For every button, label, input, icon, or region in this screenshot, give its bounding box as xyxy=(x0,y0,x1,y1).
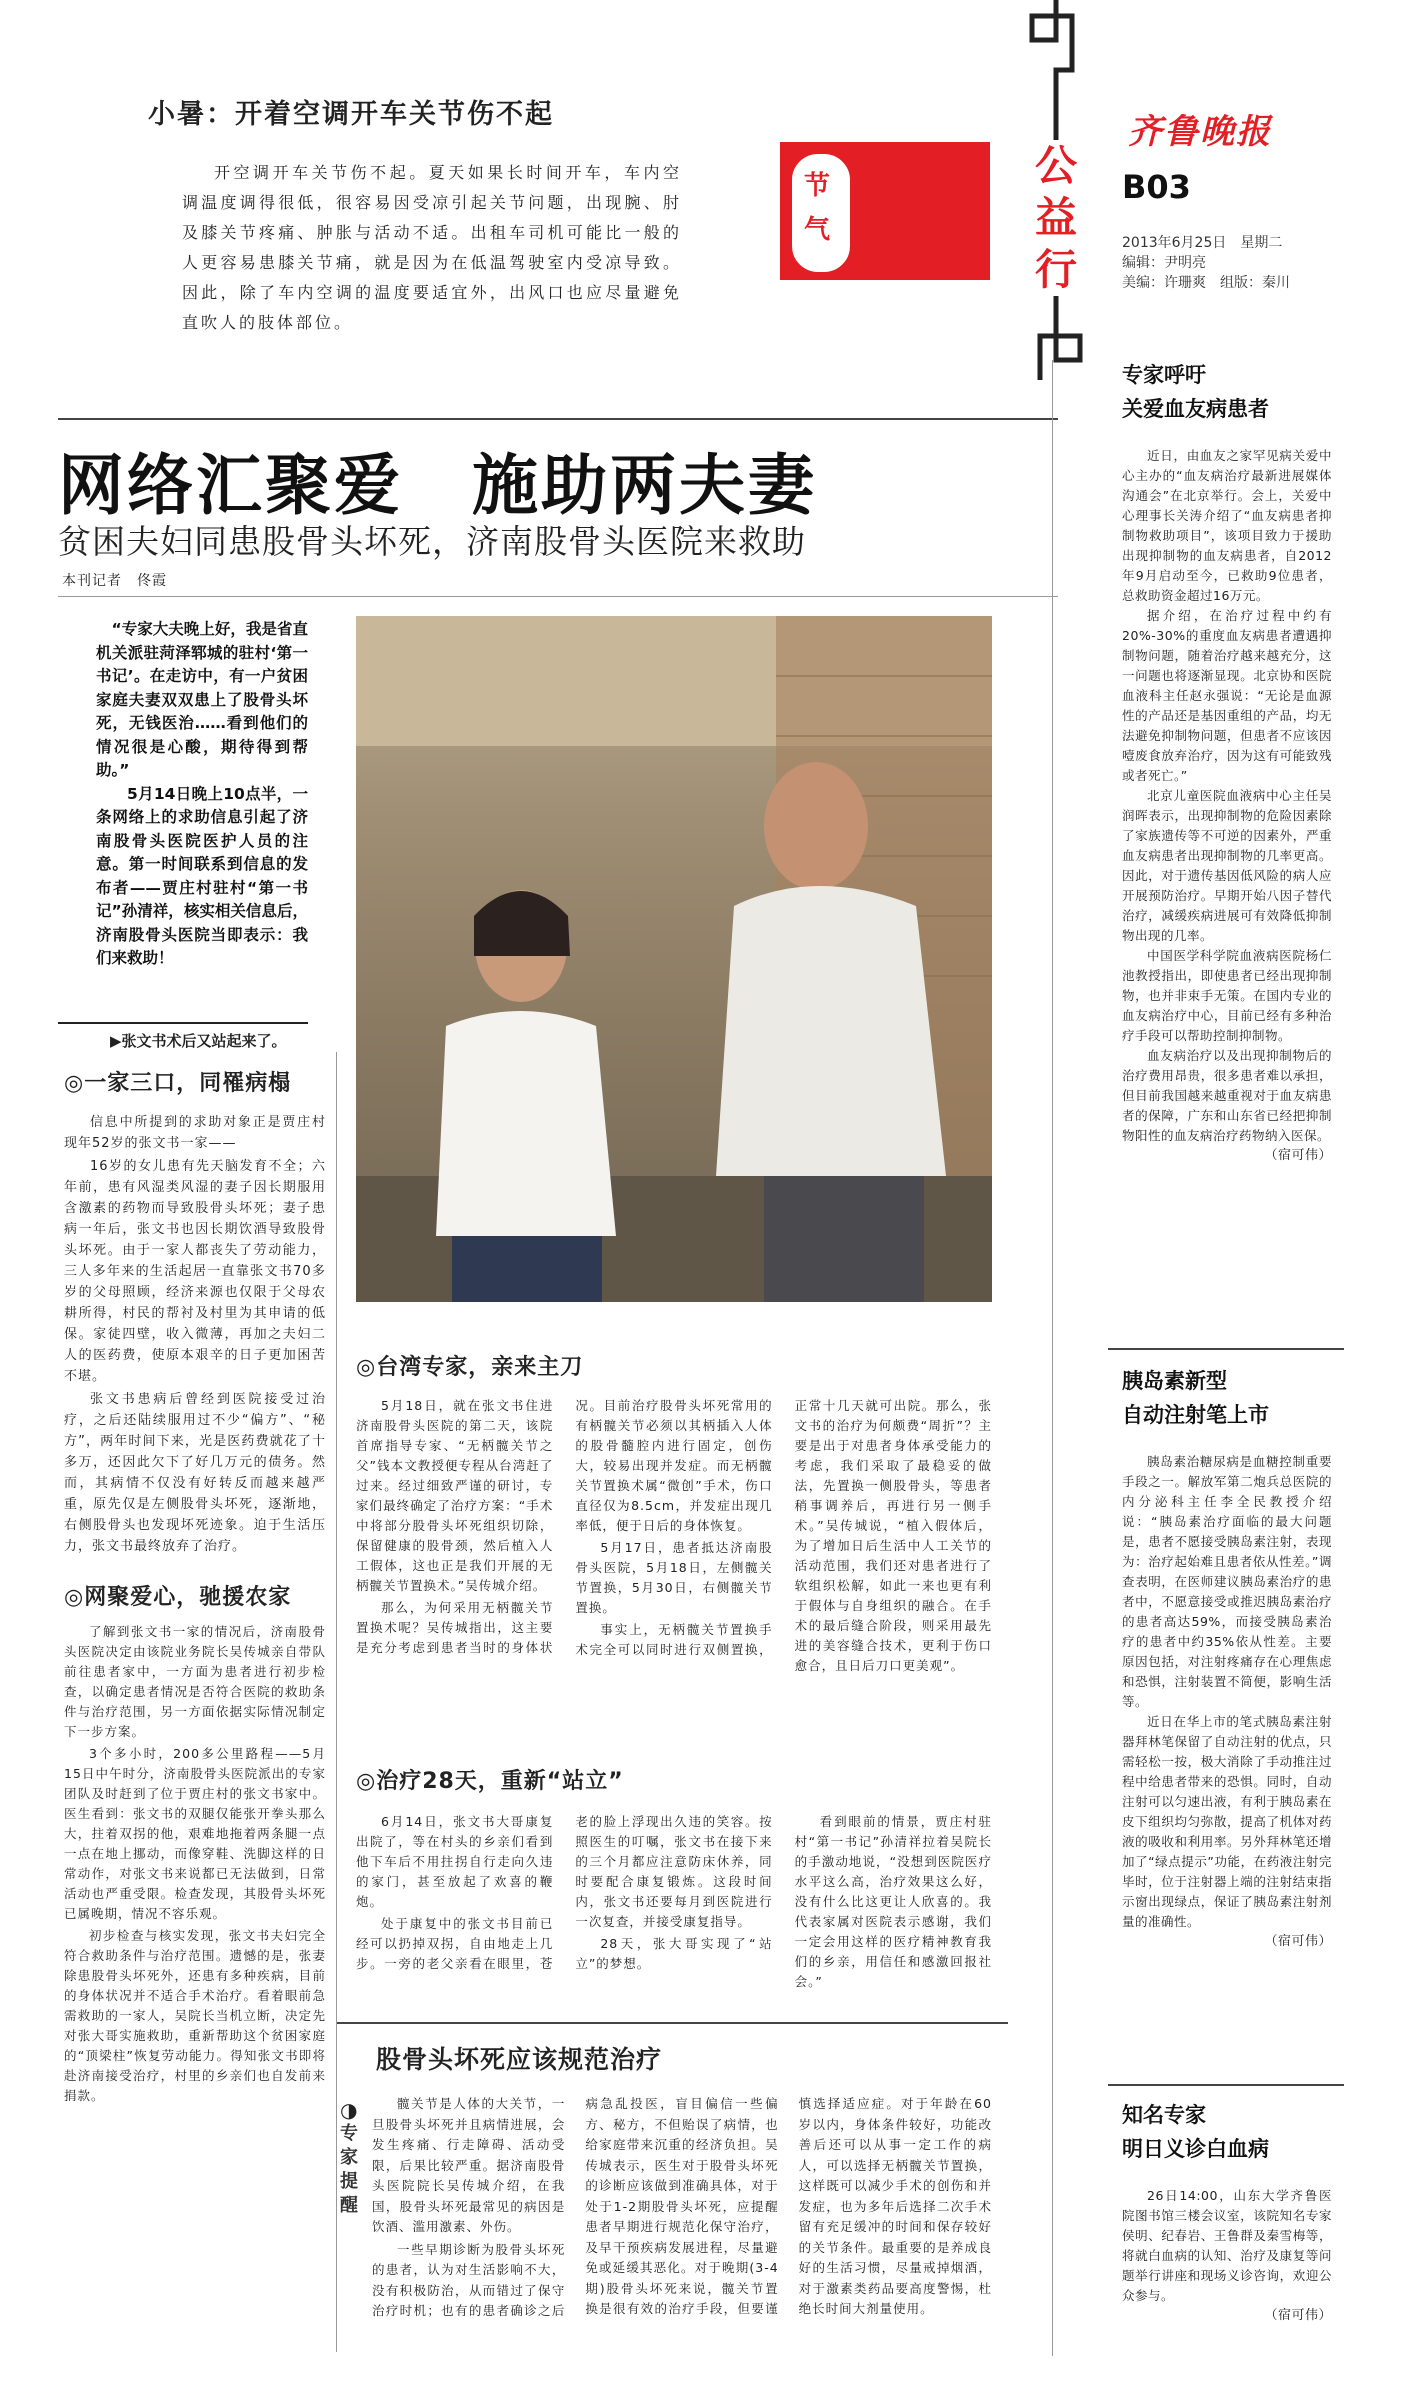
section-2-title: ◎网聚爱心，驰援农家 xyxy=(64,1585,292,1610)
expert-tip-label: ◑ 专家提醒 xyxy=(340,2098,362,2218)
solar-term-body: 开空调开车关节伤不起。夏天如果长时间开车，车内空调温度调得很低，很容易因受凉引起关节问题，出现腕、肘及膝关节疼痛、肿胀与活动不适。出租车司机可能比一般的人更容易患膝关节痛，就是因为在低温驾驶室内受凉导致。因此，除了车内空调的温度要适宜外，出风口也应尽量避免直吹人的肢体部位。 xyxy=(182,163,682,332)
section-2-p1: 了解到张文书一家的情况后，济南股骨头医院决定由该院业务院长吴传城亲自带队前往患者家中，一方面为患者进行初步检查，以确定患者情况是否符合医院的救助条件与治疗范围，另一方面依据实际情况制定下一步方案。 xyxy=(64,1624,326,1739)
sidebar-article-1-kicker: 专家呼吁 xyxy=(1122,363,1206,387)
sidebar-article-2-title: 自动注射笔上市 xyxy=(1122,1403,1269,1427)
photo-caption: ▶张文书术后又站起来了。 xyxy=(110,1032,287,1050)
section-1-body xyxy=(64,1112,326,1559)
art-editor: 美编：许珊爽 组版：秦川 xyxy=(1122,275,1290,291)
section-4-title: ◎治疗28天，重新“站立” xyxy=(356,1769,624,1794)
section-1-p3: 张文书患病后曾经到医院接受过治疗，之后还陆续服用过不少“偏方”、“秘方”，两年时间下来，光是医药费就花了十多万，还因此欠下了好几万元的债务。然而，其病情不仅没有好转反而越来越严重，原先仅是左侧股骨头坏死，逐渐地，右侧股骨头也发现坏死迹象。迫于生活压力，张文书最终放弃了治疗。 xyxy=(64,1392,326,1554)
section-4-p1: 6月14日，张文书大哥康复出院了，等在村头的乡亲们看到他下车后不用拄拐自行走向久违的家门，甚至放起了欢喜的鞭炮。 xyxy=(356,1814,554,1909)
section-4-body xyxy=(356,1812,992,2018)
sidebar-article-2-signature: （宿可伟） xyxy=(1264,1934,1332,1949)
sidebar-article-3-kicker: 知名专家 xyxy=(1122,2103,1206,2127)
section-4-p4: 看到眼前的情景，贾庄村驻村“第一书记”孙清祥拉着吴院长的手激动地说，“没想到医院医疗水平这么高，治疗效果这么好，没有什么比这更让人欣喜的。我代表家属对医院表示感谢，我们一定会用这样的医疗精神教育我们的乡亲，用信任和感激回报社会。” xyxy=(794,1814,992,1989)
section-name: 公益行 xyxy=(1030,140,1082,296)
sidebar-article-3-body xyxy=(1122,2186,1332,2326)
section-1-title: ◎一家三口，同罹病榻 xyxy=(64,1071,292,1096)
expert-tip-p1: 髋关节是人体的大关节，一旦股骨头坏死并且病情进展，会发生疼痛、行走障碍、活动受限，后果比较严重。据济南股骨头医院院长吴传城介绍，在我国，股骨头坏死最常见的病因是饮酒、滥用激素、外伤。 xyxy=(372,2096,566,2234)
section-2-body xyxy=(64,1622,326,2108)
sidebar-article-3-p1: 26日14:00，山东大学齐鲁医院图书馆三楼会议室，该院知名专家侯明、纪春岩、王鲁群及秦雪梅等，将就白血病的认知、治疗及康复等问题举行讲座和现场义诊咨询，欢迎公众参与。 xyxy=(1122,2188,1332,2303)
section-2-p2: 3个多小时，200多公里路程——5月15日中午时分，济南股骨头医院派出的专家团队及时赶到了位于贾庄村的张文书家中。医生看到：张文书的双腿仅能张开拳头那么大，拄着双拐的他，艰难地拖着两条腿一点一点在地上挪动，而像穿鞋、洗脚这样的日常动作，对张文书来说都已无法做到，日常活动也严重受限。检查发现，其股骨头坏死已属晚期，情况不容乐观。 xyxy=(64,1746,326,1921)
section-4-p3: 28天，张大哥实现了“站立”的梦想。 xyxy=(575,1936,773,1971)
section-3-p1: 5月18日，就在张文书住进济南股骨头医院的第二天，该院首席指导专家、“无柄髋关节之父”钱本文教授便专程从台湾赶了过来。经过细致严谨的研讨，专家们最终确定了治疗方案：“手术中将部分股骨头坏死组织切除，保留健康的股骨颈，然后植入人工假体，这也正是我们开展的无柄髋关节置换术。”吴传城介绍。 xyxy=(356,1398,554,1593)
main-photo xyxy=(356,616,992,1302)
editor: 编辑：尹明亮 xyxy=(1122,255,1206,271)
section-1-p2: 16岁的女儿患有先天脑发育不全；六年前，患有风湿类风湿的妻子因长期服用含激素的药物而导致股骨头坏死；妻子患病一年后，张文书也因长期饮酒导致股骨头坏死。由于一家人都丧失了劳动能力，三人多年来的生活起居一直靠张文书70多岁的父母照顾，经济来源也仅限于父母农耕所得，村民的帮衬及村里为其申请的低保。家徒四壁，收入微薄，再加之夫妇二人的医药费，使原本艰辛的日子更加困苦不堪。 xyxy=(64,1159,326,1384)
main-headline: 网络汇聚爱 施助两夫妻 xyxy=(58,447,817,524)
issue-date: 2013年6月25日 星期二 xyxy=(1122,235,1283,251)
section-3-title: ◎台湾专家，亲来主刀 xyxy=(356,1355,584,1380)
sidebar-article-3-signature: （宿可伟） xyxy=(1264,2308,1332,2323)
sidebar-article-1-title: 关爱血友病患者 xyxy=(1122,397,1269,421)
sidebar-article-2-p2: 近日在华上市的笔式胰岛素注射器拜林笔保留了自动注射的优点，只需轻松一按，极大消除了手动推注过程中给患者带来的恐惧。同时，自动注射可以匀速出液，有利于胰岛素在皮下组织均匀弥散，提高了机体对药液的吸收和利用率。另外拜林笔还增加了“绿点提示”功能，在药液注射完毕时，位于注射器上端的注射结束指示窗出现绿点，保证了胰岛素注射剂量的准确性。 xyxy=(1122,1714,1332,1929)
sidebar-article-2-kicker: 胰岛素新型 xyxy=(1122,1369,1227,1393)
section-3-p4: 事实上，无柄髋关节置换手术完全可以同时进行双侧置换，正常十几天就可出院。那么，张文书的治疗为何颇费“周折”？主要是出于对患者身体承受能力的考虑，我们采取了最稳妥的做法，先置换一侧股骨头，等患者稍事调养后，再进行另一侧手术。”吴传城说，“植入假体后，为了增加日后生活中人工关节的活动范围，我们还对患者进行了软组织松解，如此一来也更有利于假体与自身组织的融合。在手术的最后缝合阶段，则采用最先进的美容缝合技术，更利于伤口愈合，且日后刀口更美观”。 xyxy=(575,1398,992,1673)
solar-term-badge-text: 节气 xyxy=(804,171,831,245)
section-3-p2: 那么，为何采用无柄髋关节置换术呢？吴传城指出，这主要是充分考虑到患者当时的身体状况。目前治疗股骨头坏死常用的有柄髋关节必须以其柄插入人体的股骨髓腔内进行固定，创伤大，较易出现并发症。而无柄髋关节置换术属“微创”手术，伤口直径仅为8.5cm，并发症出现几率低，便于日后的身体恢复。 xyxy=(356,1398,773,1655)
section-4-p2: 处于康复中的张文书目前已经可以扔掉双拐，自由地走上几步。一旁的老父亲看在眼里，苍老的脸上浮现出久违的笑容。按照医生的叮嘱，张文书在接下来的三个月都应注意防床休养，同时要配合康复锻炼。这段时间内，张文书还要每月到医院进行一次复查，并接受康复指导。 xyxy=(356,1814,773,1971)
sidebar-article-1-p3: 北京儿童医院血液病中心主任吴润晖表示，出现抑制物的危险因素除了家族遗传等不可逆的因素外，严重血友病患者出现抑制物的几率更高。因此，对于遗传基因低风险的病人应开展预防治疗。早期开始八因子替代治疗，减缓疾病进展可有效降低抑制物出现的几率。 xyxy=(1122,788,1332,943)
sidebar-article-2-p1: 胰岛素治糖尿病是血糖控制重要手段之一。解放军第二炮兵总医院的内分泌科主任李全民教授介绍说：“胰岛素治疗面临的最大问题是，患者不愿接受胰岛素注射，表现为：治疗起始难且患者依从性差。”调查表明，在医师建议胰岛素治疗的患者中，不愿意接受或推迟胰岛素治疗的患者高达59%，而接受胰岛素治疗的患者中约35%依从性差。主要原因包括，对注射疼痛存在心理焦虑和恐惧，注射装置不简便，影响生活等。 xyxy=(1122,1454,1332,1709)
section-2-p3: 初步检查与核实发现，张文书夫妇完全符合救助条件与治疗范围。遗憾的是，张妻除患股骨头坏死外，还患有多种疾病，目前的身体状况并不适合手术治疗。看着眼前急需救助的一家人，吴院长当机立断，决定先对张大哥实施救助，重新帮助这个贫困家庭的“顶梁柱”恢复劳动能力。得知张文书即将赴济南接受治疗，村里的乡亲们也自发前来捐款。 xyxy=(64,1928,326,2103)
expert-tip-label-text: 专家提醒 xyxy=(340,2123,358,2216)
page-number: B03 xyxy=(1122,168,1191,206)
expert-tip-title: 股骨头坏死应该规范治疗 xyxy=(376,2045,663,2074)
section-3-p3: 5月17日，患者抵达济南股骨头医院，5月18日，左侧髋关节置换，5月30日，右侧髋关节置换。 xyxy=(575,1540,773,1615)
solar-term-title: 小暑：开着空调开车关节伤不起 xyxy=(148,99,554,130)
sidebar-article-1-p5: 血友病治疗以及出现抑制物后的治疗费用昂贵，很多患者难以承担，但目前我国越来越重视对于血友病患者的保障，广东和山东省已经把抑制物阳性的血友病治疗药物纳入医保。 xyxy=(1122,1048,1332,1143)
sidebar-article-1-p2: 据介绍，在治疗过程中约有20%-30%的重度血友病患者遭遇抑制物问题，随着治疗越来越充分，这一问题也将逐渐显现。北京协和医院血液科主任赵永强说：“无论是血源性的产品还是基因重组的产品，均无法避免抑制物问题，但患者不应该因噎废食放弃治疗，因为这有可能致残或者死亡。” xyxy=(1122,608,1332,783)
lead-paragraph-2: 5月14日晚上10点半，一条网络上的求助信息引起了济南股骨头医院医护人员的注意。第一时间联系到信息的发布者——贾庄村驻村“第一书记”孙清祥，核实相关信息后，济南股骨头医院当即表示：我们来救助！ xyxy=(96,784,308,967)
lead-paragraph-1: “专家大夫晚上好，我是省直机关派驻菏泽郓城的驻村‘第一书记’。在走访中，有一户贫困家庭夫妻双双患上了股骨头坏死，无钱医治……看到他们的情况很是心酸，期待得到帮助。” xyxy=(96,620,308,779)
sidebar-article-1-p1: 近日，由血友之家罕见病关爱中心主办的“血友病治疗最新进展媒体沟通会”在北京举行。会上，关爱中心理事长关涛介绍了“血友病患者抑制物救助项目”，该项目致力于援助出现抑制物的血友病患者，自2012年9月启动至今，已救助9位患者，总救助资金超过16万元。 xyxy=(1122,448,1332,603)
expert-tip-p2: 一些早期诊断为股骨头坏死的患者，认为对生活影响不大，没有积极防治，从而错过了保守治疗时机；也有的患者确诊之后病急乱投医，盲目偏信一些偏方、秘方，不但贻误了病情，也给家庭带来沉重的经济负担。吴传城表示，医生对于股骨头坏死的诊断应该做到准确具体，对于处于1-2期股骨头坏死，应提醒患者早期进行规范化保守治疗，及早干预疾病发展进程，尽量避免或延缓其恶化。对于晚期(3-4期)股骨头坏死来说，髋关节置换是很有效的治疗手段，但要谨慎选择适应症。对于年龄在60岁以内，身体条件较好，功能改善后还可以从事一定工作的病人，可以选择无柄髋关节置换，这样既可以减少手术的创伤和并发症，也为多年后选择二次手术留有充足缓冲的时间和保存较好的关节条件。最重要的是养成良好的生活习惯，尽量戒掉烟酒，对于激素类药品要高度警惕，杜绝长时间大剂量使用。 xyxy=(372,2096,992,2318)
newspaper-logo: 齐鲁晚报 xyxy=(1128,112,1272,152)
sidebar-article-1-body xyxy=(1122,446,1332,1166)
expert-tip-body xyxy=(372,2094,992,2344)
sidebar-article-1-signature: （宿可伟） xyxy=(1264,1148,1332,1163)
lead-block xyxy=(96,618,308,971)
sidebar-article-3-title: 明日义诊白血病 xyxy=(1122,2137,1269,2161)
byline: 本刊记者 佟霞 xyxy=(62,573,167,589)
section-3-body xyxy=(356,1396,992,1766)
main-subheadline: 贫困夫妇同患股骨头坏死，济南股骨头医院来救助 xyxy=(58,522,806,561)
sidebar-article-2-body xyxy=(1122,1452,1332,1952)
solar-term-badge xyxy=(780,142,990,280)
sidebar-article-1-p4: 中国医学科学院血液病医院杨仁池教授指出，即使患者已经出现抑制物，也并非束手无策。在国内专业的血友病治疗中心，目前已经有多种治疗手段可以帮助控制抑制物。 xyxy=(1122,948,1332,1043)
section-1-p1: 信息中所提到的求助对象正是贾庄村现年52岁的张文书一家—— xyxy=(64,1115,326,1151)
